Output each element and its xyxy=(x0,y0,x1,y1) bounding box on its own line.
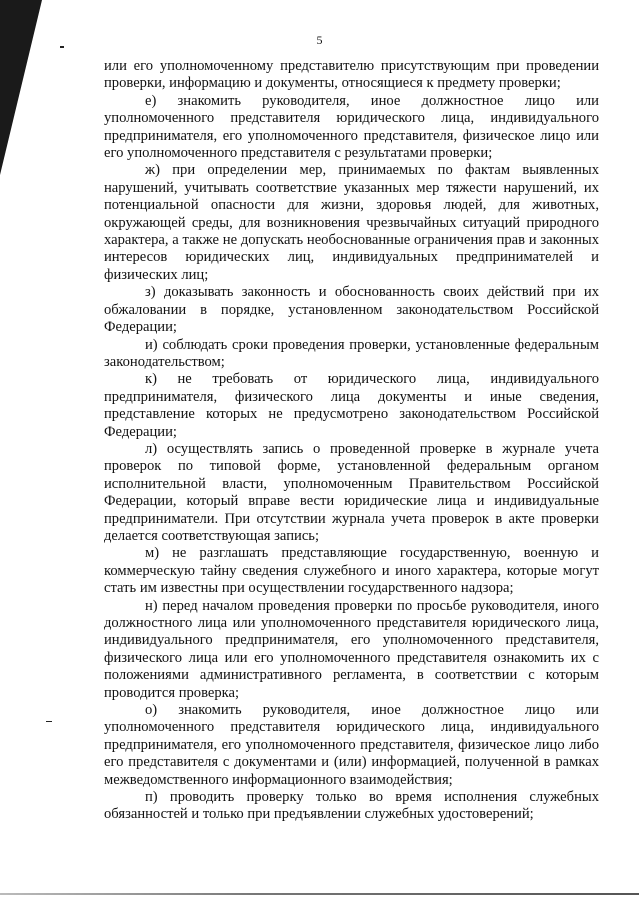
paragraph-item-m: м) не разглашать представляющие государственную, военную и коммерческую тайну сведения служебного и иного характера, которые могут стать им известны при осуществлении государственного надзора; xyxy=(104,545,599,597)
document-body xyxy=(104,58,599,824)
paragraph-item-zh: ж) при определении мер, принимаемых по фактам выявленных нарушений, учитывать соответствие указанных мер тяжести нарушений, их потенциальной опасности для жизни, здоровья людей, для животных, окружающей среды, для возникновения чрезвычайных ситуаций природного характера, а также не допускать необоснованные ограничения прав и законных интересов юридических лиц, индивидуальных предпринимателей и физических лиц; xyxy=(104,162,599,283)
paragraph-continuation: или его уполномоченному представителю присутствующим при проведении проверки, информацию и документы, относящиеся к предмету проверки; xyxy=(104,58,599,92)
scan-edge-shadow xyxy=(0,0,60,180)
page-number: 5 xyxy=(316,33,323,47)
scan-speck xyxy=(46,721,52,722)
paragraph-item-e: е) знакомить руководителя, иное должностное лицо или уполномоченного представителя юридического лица, индивидуального предпринимателя, его уполномоченного представителя, физическое лицо или его уполномоченного представителя с результатами проверки; xyxy=(104,92,599,162)
paragraph-item-o: о) знакомить руководителя, иное должностное лицо или уполномоченного представителя юридического лица, индивидуального предпринимателя, его уполномоченного представителя, физическое лицо либо его представителя с документами и (или) информацией, полученной в рамках межведомственного информационного взаимодействия; xyxy=(104,702,599,788)
paragraph-item-k: к) не требовать от юридического лица, индивидуального предпринимателя, физического лица документы и иные сведения, представление которых не предусмотрено законодательством Российской Федерации; xyxy=(104,371,599,440)
scan-bottom-edge xyxy=(0,893,639,895)
paragraph-item-p: п) проводить проверку только во время исполнения служебных обязанностей и только при предъявлении служебных удостоверений; xyxy=(104,789,599,823)
paragraph-item-l: л) осуществлять запись о проведенной проверке в журнале учета проверок по типовой форме, установленной федеральным органом исполнительной власти, уполномоченным Правительством Российской Федерации, который вправе вести юридические лица и индивидуальные предприниматели. При отсутствии журнала учета проверок в акте проверки делается соответствующая запись; xyxy=(104,440,599,544)
paragraph-item-z: з) доказывать законность и обоснованность своих действий при их обжаловании в порядке, установленном законодательством Российской Федерации; xyxy=(104,284,599,336)
paragraph-item-i: и) соблюдать сроки проведения проверки, установленные федеральным законодательством; xyxy=(104,336,599,370)
paragraph-item-n: н) перед началом проведения проверки по просьбе руководителя, иного должностного лица или уполномоченного представителя юридического лица, индивидуального предпринимателя, его уполномоченного представителя, физического лица или его уполномоченного представителя ознакомить их с положениями административного регламента, в соответствии с которым проводится проверка; xyxy=(104,597,599,701)
